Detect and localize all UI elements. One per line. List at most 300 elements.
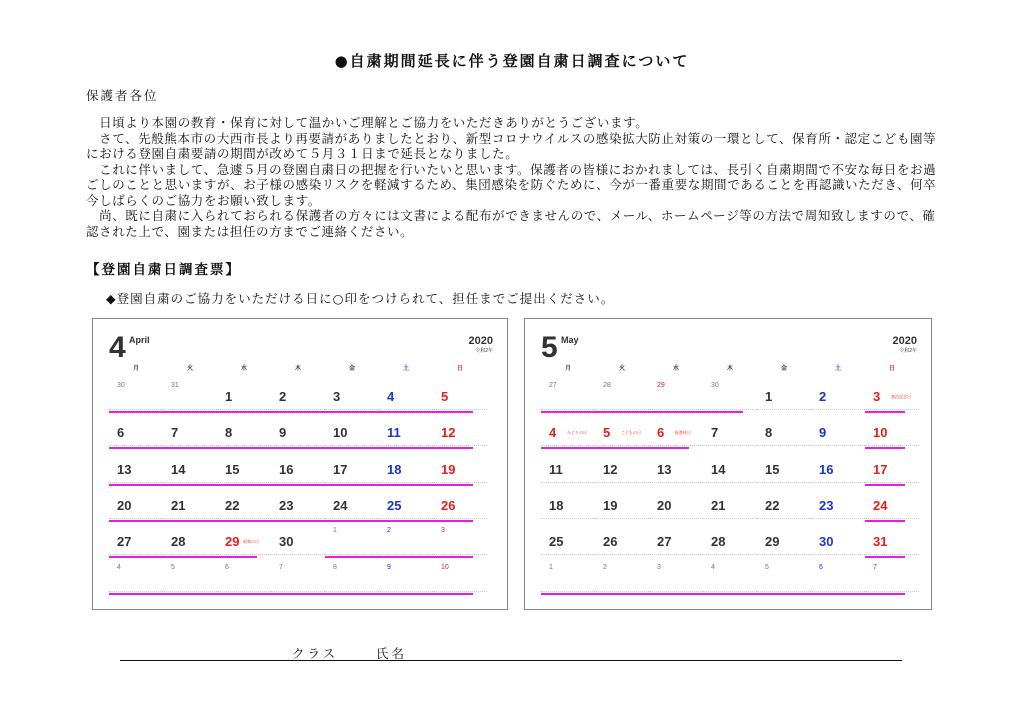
highlight-line bbox=[109, 411, 473, 413]
day-underline bbox=[217, 445, 271, 446]
calendar-day[interactable] bbox=[649, 379, 703, 415]
day-number: 7 bbox=[873, 563, 877, 571]
calendar-day[interactable] bbox=[811, 488, 865, 524]
day-underline bbox=[865, 554, 919, 555]
calendar-day[interactable] bbox=[217, 379, 271, 415]
day-underline bbox=[109, 409, 163, 410]
calendar-day[interactable] bbox=[109, 561, 163, 597]
day-underline bbox=[217, 482, 271, 483]
day-number: 2 bbox=[279, 389, 287, 404]
day-number: 14 bbox=[171, 461, 186, 477]
year: 2020 bbox=[892, 335, 917, 347]
day-underline bbox=[379, 409, 433, 410]
day-underline bbox=[595, 518, 649, 519]
document-title: ●自粛期間延長に伴う登園自粛日調査について bbox=[334, 52, 690, 70]
day-underline bbox=[163, 445, 217, 446]
holiday-name: 振替休日 bbox=[675, 430, 691, 436]
day-number: 31 bbox=[171, 382, 179, 389]
day-number: 20 bbox=[657, 497, 672, 513]
calendar-day[interactable] bbox=[865, 524, 919, 560]
calendar-day[interactable] bbox=[595, 524, 649, 560]
day-underline bbox=[433, 482, 487, 483]
day-number: 9 bbox=[279, 425, 287, 441]
day-number: 7 bbox=[711, 425, 719, 441]
day-underline bbox=[811, 591, 865, 592]
calendar-day[interactable] bbox=[433, 561, 487, 597]
calendar-day[interactable] bbox=[217, 524, 271, 560]
day-underline bbox=[703, 409, 757, 410]
day-number: 4 bbox=[117, 563, 121, 571]
calendar-day[interactable] bbox=[703, 524, 757, 560]
calendar-day[interactable] bbox=[757, 415, 811, 451]
highlight-line bbox=[865, 484, 905, 486]
day-number: 18 bbox=[549, 497, 564, 513]
day-number: 17 bbox=[873, 461, 888, 477]
day-underline bbox=[325, 409, 379, 410]
day-underline bbox=[163, 518, 217, 519]
day-underline bbox=[865, 482, 919, 483]
day-underline bbox=[649, 591, 703, 592]
day-number: 12 bbox=[603, 461, 618, 477]
day-underline bbox=[379, 482, 433, 483]
day-number: 7 bbox=[279, 563, 283, 571]
day-underline bbox=[649, 445, 703, 446]
weekday-header: 日 bbox=[888, 366, 895, 372]
signature-line bbox=[120, 660, 902, 661]
day-underline bbox=[757, 482, 811, 483]
day-number: 28 bbox=[711, 534, 726, 550]
day-number: 2 bbox=[603, 563, 607, 571]
year-label bbox=[469, 335, 493, 354]
calendar-day[interactable] bbox=[109, 452, 163, 488]
day-underline bbox=[433, 518, 487, 519]
day-underline bbox=[217, 409, 271, 410]
day-underline bbox=[163, 409, 217, 410]
calendar-day[interactable] bbox=[811, 379, 865, 415]
calendar-day[interactable] bbox=[433, 379, 487, 415]
calendar-day[interactable] bbox=[811, 415, 865, 451]
paragraph-1: 日頃より本園の教育・保育に対して温かいご理解とご協力をいただきありがとうございます。 bbox=[86, 115, 649, 130]
day-number: 2 bbox=[819, 389, 827, 404]
calendar-day[interactable] bbox=[865, 452, 919, 488]
day-underline bbox=[649, 554, 703, 555]
calendar-header bbox=[541, 331, 579, 364]
day-number: 3 bbox=[873, 389, 881, 404]
calendar-day[interactable] bbox=[163, 488, 217, 524]
day-number: 29 bbox=[765, 534, 780, 550]
day-number: 23 bbox=[819, 497, 834, 513]
calendar-day[interactable] bbox=[865, 379, 919, 415]
addressee: 保護者各位 bbox=[86, 88, 159, 103]
day-number: 4 bbox=[549, 425, 557, 441]
calendar-day[interactable] bbox=[433, 415, 487, 451]
calendar-day[interactable] bbox=[217, 488, 271, 524]
day-number: 5 bbox=[171, 563, 175, 571]
day-number: 19 bbox=[441, 461, 456, 477]
day-underline bbox=[271, 482, 325, 483]
calendar-day[interactable] bbox=[379, 452, 433, 488]
day-number: 26 bbox=[441, 497, 456, 513]
day-underline bbox=[757, 445, 811, 446]
day-number: 8 bbox=[333, 563, 337, 571]
day-number: 6 bbox=[225, 563, 229, 571]
calendar-day[interactable] bbox=[163, 379, 217, 415]
day-underline bbox=[163, 591, 217, 592]
calendar-day[interactable] bbox=[757, 488, 811, 524]
day-number: 17 bbox=[333, 461, 348, 477]
day-number: 19 bbox=[603, 497, 618, 513]
day-number: 9 bbox=[819, 425, 827, 441]
weekday-header: 月 bbox=[564, 366, 571, 372]
day-number: 10 bbox=[333, 425, 348, 441]
calendar-day[interactable] bbox=[757, 524, 811, 560]
day-number: 30 bbox=[279, 534, 294, 550]
day-underline bbox=[325, 445, 379, 446]
day-number: 3 bbox=[657, 563, 661, 571]
holiday-name: 昭和の日 bbox=[243, 539, 259, 545]
day-underline bbox=[217, 518, 271, 519]
calendar-day[interactable] bbox=[649, 524, 703, 560]
day-underline bbox=[379, 445, 433, 446]
day-underline bbox=[271, 554, 325, 555]
day-underline bbox=[325, 518, 379, 519]
calendar-day[interactable] bbox=[271, 561, 325, 597]
day-number: 30 bbox=[711, 382, 719, 389]
day-number: 10 bbox=[873, 425, 888, 441]
calendar-day[interactable] bbox=[217, 415, 271, 451]
day-underline bbox=[217, 591, 271, 592]
month-number: 4 bbox=[109, 331, 126, 364]
calendar-day[interactable] bbox=[109, 379, 163, 415]
day-number: 15 bbox=[225, 461, 240, 477]
calendar-day[interactable] bbox=[541, 452, 595, 488]
calendar-day[interactable] bbox=[325, 524, 379, 560]
day-underline bbox=[325, 554, 379, 555]
day-underline bbox=[865, 409, 919, 410]
highlight-line bbox=[109, 447, 473, 449]
day-underline bbox=[595, 482, 649, 483]
calendar-day[interactable] bbox=[325, 415, 379, 451]
day-number: 18 bbox=[387, 461, 402, 477]
day-number: 27 bbox=[117, 534, 132, 550]
highlight-line bbox=[109, 484, 473, 486]
calendar-day[interactable] bbox=[109, 488, 163, 524]
calendar-day[interactable] bbox=[595, 379, 649, 415]
day-underline bbox=[109, 445, 163, 446]
day-underline bbox=[703, 445, 757, 446]
day-number: 12 bbox=[441, 425, 456, 441]
day-number: 7 bbox=[171, 425, 179, 441]
weekday-header: 土 bbox=[834, 366, 841, 372]
day-number: 16 bbox=[279, 461, 294, 477]
highlight-line bbox=[325, 556, 473, 558]
calendar-day[interactable] bbox=[811, 452, 865, 488]
weekday-header: 木 bbox=[726, 366, 733, 372]
calendar-day[interactable] bbox=[703, 452, 757, 488]
day-underline bbox=[379, 554, 433, 555]
calendar-day[interactable] bbox=[703, 561, 757, 597]
calendar-day[interactable] bbox=[271, 488, 325, 524]
calendar-day[interactable] bbox=[379, 561, 433, 597]
day-underline bbox=[325, 591, 379, 592]
day-number: 16 bbox=[819, 461, 834, 477]
day-number: 31 bbox=[873, 534, 888, 550]
calendar-may bbox=[524, 318, 932, 610]
calendar-day[interactable] bbox=[109, 415, 163, 451]
paragraph-2: さて、先般熊本市の大西市長より再要請がありましたとおり、新型コロナウイルスの感染拡大防止対策の一環として、保育所・認定こども園等における登園自粛要請の期間が改めて５月３１日まで延長となりました。 bbox=[86, 130, 937, 161]
calendar-day[interactable] bbox=[541, 561, 595, 597]
highlight-line bbox=[109, 520, 473, 522]
calendar-day[interactable] bbox=[163, 452, 217, 488]
day-number: 3 bbox=[441, 527, 445, 535]
calendar-day[interactable] bbox=[271, 452, 325, 488]
day-number: 30 bbox=[117, 382, 125, 389]
weekday-header: 水 bbox=[240, 366, 247, 372]
day-number: 24 bbox=[873, 497, 888, 513]
notice-body bbox=[86, 115, 946, 239]
calendar-day[interactable] bbox=[703, 415, 757, 451]
day-number: 8 bbox=[225, 425, 233, 441]
day-underline bbox=[433, 409, 487, 410]
calendar-day[interactable] bbox=[541, 415, 595, 451]
calendar-day[interactable] bbox=[865, 561, 919, 597]
calendar-day[interactable] bbox=[595, 415, 649, 451]
day-underline bbox=[811, 554, 865, 555]
day-number: 28 bbox=[603, 382, 611, 389]
calendar-day[interactable] bbox=[595, 452, 649, 488]
day-number: 6 bbox=[657, 425, 665, 441]
day-underline bbox=[811, 409, 865, 410]
day-number: 5 bbox=[441, 389, 449, 404]
calendar-day[interactable] bbox=[163, 561, 217, 597]
highlight-line bbox=[541, 447, 689, 449]
day-underline bbox=[757, 518, 811, 519]
calendar-day[interactable] bbox=[541, 379, 595, 415]
day-number: 21 bbox=[171, 497, 186, 513]
month-name: May bbox=[561, 335, 579, 345]
day-number: 30 bbox=[819, 534, 834, 550]
calendar-day[interactable] bbox=[649, 452, 703, 488]
calendar-day[interactable] bbox=[217, 452, 271, 488]
day-underline bbox=[595, 445, 649, 446]
calendar-day[interactable] bbox=[649, 488, 703, 524]
year-label bbox=[893, 335, 917, 354]
year: 2020 bbox=[468, 335, 493, 347]
day-number: 22 bbox=[765, 497, 780, 513]
day-number: 5 bbox=[765, 563, 769, 571]
calendar-day[interactable] bbox=[433, 452, 487, 488]
day-number: 10 bbox=[441, 563, 449, 571]
calendar-day[interactable] bbox=[595, 488, 649, 524]
day-underline bbox=[757, 554, 811, 555]
day-underline bbox=[163, 554, 217, 555]
day-number: 1 bbox=[549, 563, 553, 571]
calendar-day[interactable] bbox=[811, 561, 865, 597]
calendar-day[interactable] bbox=[325, 452, 379, 488]
day-underline bbox=[811, 445, 865, 446]
calendar-day[interactable] bbox=[541, 524, 595, 560]
calendar-day[interactable] bbox=[379, 415, 433, 451]
highlight-line bbox=[541, 593, 905, 595]
day-number: 6 bbox=[819, 563, 823, 571]
calendar-day[interactable] bbox=[379, 488, 433, 524]
calendar-day[interactable] bbox=[757, 379, 811, 415]
day-number: 13 bbox=[657, 461, 672, 477]
paragraph-3: これに伴いまして、急遽５月の登園自粛日の把握を行いたいと思います。保護者の皆様におかれましては、長引く自粛期間で不安な毎日をお過ごしのことと思いますが、お子様の感染リスクを軽減するため、集団感染を防ぐために、今が一番重要な期間であることを再認識いただき、何卒今しばらくのご協力をお願い致します。 bbox=[86, 161, 937, 208]
day-underline bbox=[541, 445, 595, 446]
instruction: ◆登園自粛のご協力をいただける日に○印をつけられて、担任までご提出ください。 bbox=[106, 291, 615, 306]
calendar-day[interactable] bbox=[703, 488, 757, 524]
era: 令和2年 bbox=[899, 348, 917, 354]
day-number: 24 bbox=[333, 497, 348, 513]
day-number: 27 bbox=[657, 534, 672, 550]
day-underline bbox=[109, 482, 163, 483]
day-number: 11 bbox=[549, 461, 563, 477]
calendar-day[interactable] bbox=[217, 561, 271, 597]
calendar-day[interactable] bbox=[649, 561, 703, 597]
day-underline bbox=[865, 518, 919, 519]
day-underline bbox=[433, 591, 487, 592]
name-label: 氏名 bbox=[376, 646, 408, 661]
day-underline bbox=[271, 591, 325, 592]
day-underline bbox=[595, 591, 649, 592]
calendar-day[interactable] bbox=[703, 379, 757, 415]
day-underline bbox=[703, 518, 757, 519]
highlight-line bbox=[109, 593, 473, 595]
day-number: 21 bbox=[711, 497, 726, 513]
calendar-day[interactable] bbox=[757, 452, 811, 488]
day-underline bbox=[703, 482, 757, 483]
highlight-line bbox=[865, 411, 905, 413]
calendar-day[interactable] bbox=[595, 561, 649, 597]
calendar-day[interactable] bbox=[271, 379, 325, 415]
day-underline bbox=[865, 591, 919, 592]
day-number: 25 bbox=[549, 534, 564, 550]
holiday-name: こどもの日 bbox=[621, 430, 641, 436]
calendar-day[interactable] bbox=[271, 524, 325, 560]
calendar-day[interactable] bbox=[865, 488, 919, 524]
day-number: 9 bbox=[387, 563, 391, 571]
day-number: 13 bbox=[117, 461, 132, 477]
calendar-day[interactable] bbox=[163, 415, 217, 451]
weekday-header: 日 bbox=[456, 366, 463, 372]
weekday-header: 火 bbox=[186, 366, 193, 372]
day-number: 22 bbox=[225, 497, 240, 513]
day-underline bbox=[541, 518, 595, 519]
highlight-line bbox=[865, 556, 905, 558]
day-underline bbox=[109, 591, 163, 592]
day-number: 15 bbox=[765, 461, 780, 477]
era: 令和2年 bbox=[475, 348, 493, 354]
calendar-day[interactable] bbox=[325, 561, 379, 597]
weekday-header: 月 bbox=[132, 366, 139, 372]
day-number: 1 bbox=[765, 389, 773, 404]
calendar-day[interactable] bbox=[109, 524, 163, 560]
calendar-day[interactable] bbox=[541, 488, 595, 524]
day-underline bbox=[271, 518, 325, 519]
calendar-april bbox=[92, 318, 508, 610]
calendar-day[interactable] bbox=[649, 415, 703, 451]
day-number: 25 bbox=[387, 497, 402, 513]
day-underline bbox=[541, 554, 595, 555]
day-number: 4 bbox=[711, 563, 715, 571]
day-number: 2 bbox=[387, 527, 391, 535]
calendar-day[interactable] bbox=[811, 524, 865, 560]
day-underline bbox=[541, 591, 595, 592]
weekday-header: 金 bbox=[348, 366, 355, 372]
day-underline bbox=[757, 409, 811, 410]
calendar-day[interactable] bbox=[379, 379, 433, 415]
calendar-day[interactable] bbox=[433, 524, 487, 560]
day-number: 23 bbox=[279, 497, 294, 513]
day-underline bbox=[109, 518, 163, 519]
holiday-name: 憲法記念日 bbox=[891, 394, 911, 399]
weekday-header: 水 bbox=[672, 366, 679, 372]
weekday-header: 木 bbox=[294, 366, 301, 372]
day-underline bbox=[541, 409, 595, 410]
day-underline bbox=[217, 554, 271, 555]
month-number: 5 bbox=[541, 331, 558, 364]
day-underline bbox=[595, 409, 649, 410]
calendar-day[interactable] bbox=[325, 379, 379, 415]
day-underline bbox=[595, 554, 649, 555]
day-underline bbox=[109, 554, 163, 555]
calendar-day[interactable] bbox=[433, 488, 487, 524]
highlight-line bbox=[865, 520, 905, 522]
day-underline bbox=[703, 591, 757, 592]
day-underline bbox=[757, 591, 811, 592]
day-underline bbox=[649, 409, 703, 410]
day-number: 26 bbox=[603, 534, 618, 550]
day-underline bbox=[163, 482, 217, 483]
calendar-header bbox=[109, 331, 150, 364]
calendar-day[interactable] bbox=[271, 415, 325, 451]
class-label: クラス bbox=[292, 646, 339, 661]
day-number: 29 bbox=[225, 534, 240, 550]
day-underline bbox=[811, 518, 865, 519]
day-number: 5 bbox=[603, 425, 611, 441]
day-number: 28 bbox=[171, 534, 186, 550]
highlight-line bbox=[541, 411, 743, 413]
weekday-header: 土 bbox=[402, 366, 409, 372]
section-title: 【登園自粛日調査票】 bbox=[86, 262, 241, 278]
day-underline bbox=[703, 554, 757, 555]
calendar-day[interactable] bbox=[325, 488, 379, 524]
day-underline bbox=[541, 482, 595, 483]
day-underline bbox=[433, 445, 487, 446]
day-underline bbox=[649, 518, 703, 519]
calendar-day[interactable] bbox=[379, 524, 433, 560]
weekday-header: 金 bbox=[780, 366, 787, 372]
weekday-header: 火 bbox=[618, 366, 625, 372]
day-underline bbox=[379, 518, 433, 519]
calendar-day[interactable] bbox=[757, 561, 811, 597]
day-number: 20 bbox=[117, 497, 132, 513]
day-underline bbox=[811, 482, 865, 483]
day-underline bbox=[433, 554, 487, 555]
day-number: 3 bbox=[333, 389, 341, 404]
day-underline bbox=[325, 482, 379, 483]
day-number: 11 bbox=[387, 425, 401, 441]
calendar-day[interactable] bbox=[865, 415, 919, 451]
day-number: 8 bbox=[765, 425, 773, 441]
day-underline bbox=[271, 409, 325, 410]
calendar-day[interactable] bbox=[163, 524, 217, 560]
day-number: 14 bbox=[711, 461, 726, 477]
holiday-name: みどりの日 bbox=[567, 430, 587, 436]
day-number: 29 bbox=[657, 382, 665, 389]
day-underline bbox=[649, 482, 703, 483]
